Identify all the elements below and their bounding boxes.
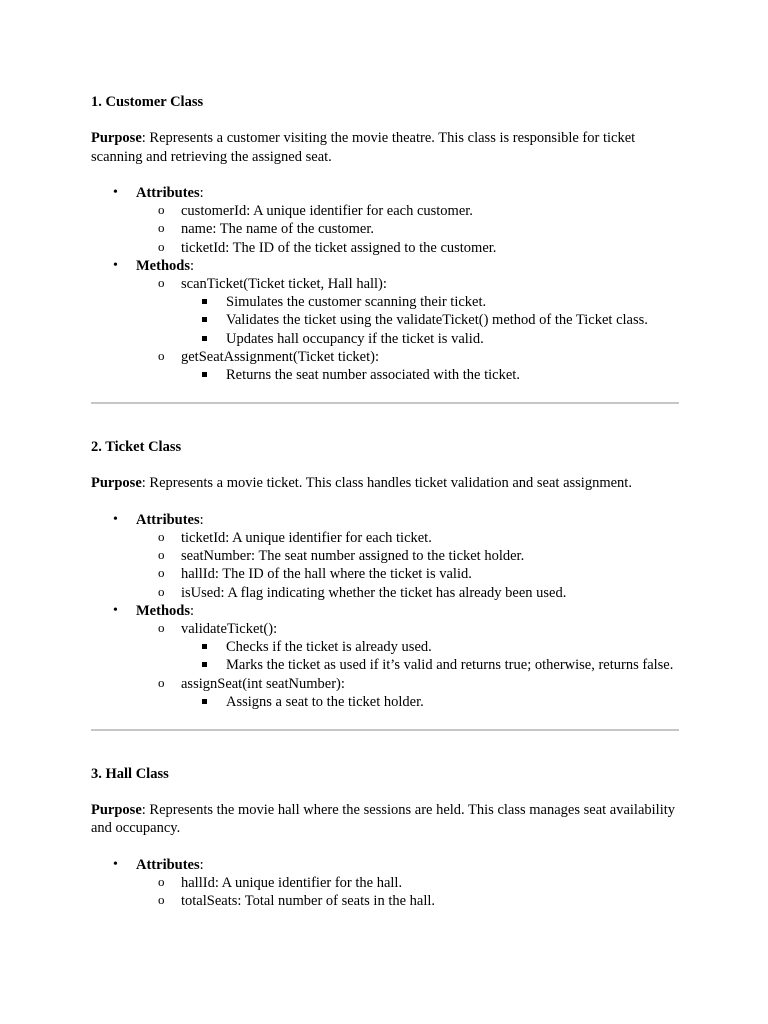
bullet-marker: • [113, 856, 118, 872]
list-item [136, 547, 679, 565]
methods-list [136, 275, 679, 384]
list-item [136, 874, 679, 892]
list-item [181, 693, 679, 711]
detail-text: Validates the ticket using the validateTicket() method of the Ticket class. [226, 312, 648, 329]
section-hall-class [91, 765, 679, 911]
methods-item [91, 602, 679, 711]
purpose-text: : Represents the movie hall where the sessions are held. This class manages seat availability and occupancy. [91, 801, 676, 837]
colon: : [199, 856, 204, 873]
method-details [181, 638, 679, 674]
attributes-label: Attributes [136, 511, 200, 528]
list-item [136, 239, 679, 257]
circle-marker: o [158, 202, 165, 218]
square-marker [202, 662, 207, 667]
list-item [136, 220, 679, 238]
square-marker [202, 317, 207, 322]
class-outline [91, 511, 679, 711]
detail-text: Returns the seat number associated with the ticket. [226, 367, 520, 384]
list-item [136, 565, 679, 583]
circle-marker: o [158, 275, 165, 291]
detail-text: Simulates the customer scanning their ticket. [226, 294, 487, 311]
attributes-item [91, 511, 679, 602]
attribute-text: totalSeats: Total number of seats in the hall. [181, 893, 436, 910]
attribute-text: ticketId: The ID of the ticket assigned to the customer. [181, 239, 497, 256]
circle-marker: o [158, 874, 165, 890]
square-marker [202, 336, 207, 341]
list-item [181, 366, 679, 384]
detail-text: Updates hall occupancy if the ticket is valid. [226, 330, 484, 347]
attribute-text: customerId: A unique identifier for each customer. [181, 203, 473, 220]
methods-label: Methods [136, 602, 190, 619]
detail-text: Assigns a seat to the ticket holder. [226, 693, 424, 710]
section-heading: 1. Customer Class [91, 94, 204, 110]
bullet-marker: • [113, 257, 118, 273]
method-item [136, 275, 679, 348]
attributes-label: Attributes [136, 856, 200, 873]
purpose-text: : Represents a customer visiting the movie theatre. This class is responsible for ticket scanning and retrieving the assigned seat. [91, 130, 636, 165]
circle-marker: o [158, 220, 165, 236]
horizontal-divider [91, 729, 679, 731]
colon: : [189, 257, 195, 274]
list-item [181, 311, 679, 329]
square-marker [202, 699, 207, 704]
purpose-paragraph [91, 129, 679, 166]
list-item [181, 293, 679, 311]
circle-marker: o [158, 347, 165, 363]
list-item [136, 584, 679, 602]
list-item [136, 202, 679, 220]
purpose-label: Purpose [91, 801, 142, 818]
list-item [136, 529, 679, 547]
method-name: assignSeat(int seatNumber): [181, 675, 345, 692]
attributes-list [136, 529, 679, 602]
bullet-marker: • [113, 511, 118, 527]
circle-marker: o [158, 583, 165, 599]
method-name: getSeatAssignment(Ticket ticket): [181, 348, 380, 365]
circle-marker: o [158, 528, 165, 544]
colon: : [199, 511, 204, 528]
method-name: validateTicket(): [181, 620, 278, 637]
list-item [181, 330, 679, 348]
class-outline [91, 856, 679, 911]
method-item [136, 620, 679, 675]
purpose-paragraph [91, 474, 679, 493]
method-name: scanTicket(Ticket ticket, Hall hall): [181, 276, 387, 293]
purpose-label: Purpose [91, 130, 142, 146]
attribute-text: ticketId: A unique identifier for each ticket. [181, 529, 432, 546]
method-item [136, 348, 679, 384]
section-heading: 3. Hall Class [91, 765, 169, 782]
attributes-list [136, 874, 679, 910]
bullet-marker: • [113, 185, 118, 200]
circle-marker: o [158, 674, 165, 690]
attribute-text: isUsed: A flag indicating whether the ticket has already been used. [181, 584, 567, 601]
attribute-text: hallId: A unique identifier for the hall. [181, 875, 403, 892]
colon: : [189, 602, 195, 619]
method-details [181, 293, 679, 348]
list-item [136, 892, 679, 910]
attributes-label: Attributes [136, 185, 200, 201]
attributes-item [91, 856, 679, 911]
methods-label: Methods [136, 257, 190, 274]
methods-item [91, 257, 679, 384]
circle-marker: o [158, 565, 165, 581]
attribute-text: hallId: The ID of the hall where the ticket is valid. [181, 566, 472, 583]
attribute-text: name: The name of the customer. [181, 221, 375, 238]
bullet-marker: • [113, 602, 118, 618]
purpose-label: Purpose [91, 475, 142, 492]
methods-list [136, 620, 679, 711]
section-heading: 2. Ticket Class [91, 439, 182, 456]
square-marker [202, 299, 207, 304]
horizontal-divider [91, 402, 679, 404]
square-marker [202, 372, 207, 377]
document-page [91, 93, 679, 911]
purpose-paragraph [91, 801, 679, 838]
section-customer-class [91, 93, 679, 404]
list-item [181, 656, 679, 674]
method-details [181, 366, 679, 384]
purpose-text: : Represents a movie ticket. This class handles ticket validation and seat assignment. [141, 475, 632, 492]
section-ticket-class [91, 438, 679, 731]
method-details [181, 693, 679, 711]
attribute-text: seatNumber: The seat number assigned to the ticket holder. [181, 548, 525, 565]
detail-text: Marks the ticket as used if it’s valid and returns true; otherwise, returns false. [226, 657, 674, 674]
square-marker [202, 644, 207, 649]
class-outline [91, 184, 679, 384]
list-item [181, 638, 679, 656]
circle-marker: o [158, 238, 165, 254]
circle-marker: o [158, 892, 165, 908]
detail-text: Checks if the ticket is already used. [226, 639, 432, 656]
circle-marker: o [158, 619, 165, 635]
method-item [136, 675, 679, 711]
attributes-item [91, 184, 679, 257]
colon: : [199, 185, 204, 201]
circle-marker: o [158, 547, 165, 563]
attributes-list [136, 202, 679, 257]
